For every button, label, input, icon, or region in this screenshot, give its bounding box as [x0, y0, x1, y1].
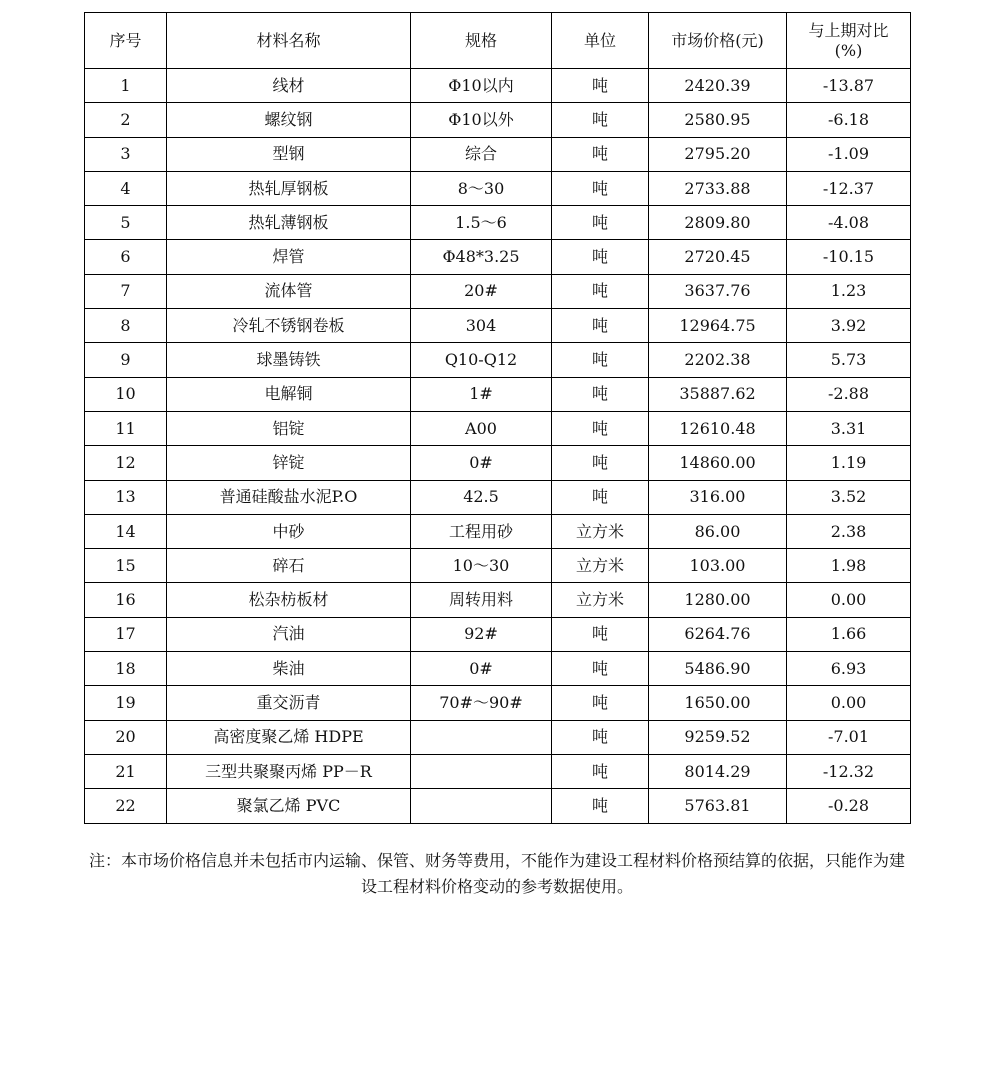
- cell-unit: 吨: [552, 720, 649, 754]
- cell-spec: 0#: [411, 446, 552, 480]
- cell-material-name: 电解铜: [167, 377, 411, 411]
- cell-unit: 立方米: [552, 549, 649, 583]
- cell-change: -7.01: [787, 720, 911, 754]
- cell-market-price: 12964.75: [649, 309, 787, 343]
- cell-spec: Φ48*3.25: [411, 240, 552, 274]
- cell-seq: 6: [85, 240, 167, 274]
- cell-seq: 2: [85, 103, 167, 137]
- cell-material-name: 螺纹钢: [167, 103, 411, 137]
- cell-spec: Φ10以外: [411, 103, 552, 137]
- cell-change: 1.23: [787, 274, 911, 308]
- cell-market-price: 2733.88: [649, 171, 787, 205]
- cell-unit: 吨: [552, 652, 649, 686]
- cell-change: 0.00: [787, 583, 911, 617]
- cell-material-name: 球墨铸铁: [167, 343, 411, 377]
- header-unit: 单位: [552, 13, 649, 69]
- table-row: [85, 686, 911, 720]
- cell-material-name: 热轧薄钢板: [167, 206, 411, 240]
- cell-market-price: 2420.39: [649, 69, 787, 103]
- table-row: [85, 69, 911, 103]
- cell-spec: Q10-Q12: [411, 343, 552, 377]
- cell-change: 0.00: [787, 686, 911, 720]
- cell-change: -1.09: [787, 137, 911, 171]
- cell-seq: 4: [85, 171, 167, 205]
- cell-spec: 92#: [411, 617, 552, 651]
- cell-seq: 16: [85, 583, 167, 617]
- cell-change: -2.88: [787, 377, 911, 411]
- header-seq: 序号: [85, 13, 167, 69]
- cell-market-price: 5486.90: [649, 652, 787, 686]
- cell-change: -0.28: [787, 789, 911, 823]
- table-row: [85, 206, 911, 240]
- cell-spec: 1.5～6: [411, 206, 552, 240]
- table-row: [85, 343, 911, 377]
- cell-material-name: 高密度聚乙烯 HDPE: [167, 720, 411, 754]
- cell-seq: 15: [85, 549, 167, 583]
- cell-unit: 吨: [552, 686, 649, 720]
- cell-seq: 13: [85, 480, 167, 514]
- cell-market-price: 5763.81: [649, 789, 787, 823]
- cell-seq: 21: [85, 754, 167, 788]
- cell-seq: 19: [85, 686, 167, 720]
- cell-change: -6.18: [787, 103, 911, 137]
- cell-change: -10.15: [787, 240, 911, 274]
- cell-market-price: 2809.80: [649, 206, 787, 240]
- cell-spec: [411, 720, 552, 754]
- table-row: [85, 789, 911, 823]
- cell-unit: 吨: [552, 754, 649, 788]
- cell-seq: 11: [85, 411, 167, 445]
- cell-spec: 8～30: [411, 171, 552, 205]
- cell-seq: 22: [85, 789, 167, 823]
- table-row: [85, 549, 911, 583]
- cell-unit: 吨: [552, 69, 649, 103]
- cell-change: 5.73: [787, 343, 911, 377]
- cell-seq: 18: [85, 652, 167, 686]
- cell-material-name: 型钢: [167, 137, 411, 171]
- cell-material-name: 三型共聚聚丙烯 PP－R: [167, 754, 411, 788]
- table-row: [85, 171, 911, 205]
- cell-unit: 吨: [552, 240, 649, 274]
- table-header-row: [85, 13, 911, 69]
- table-row: [85, 377, 911, 411]
- table-row: [85, 583, 911, 617]
- table-row: [85, 103, 911, 137]
- cell-material-name: 汽油: [167, 617, 411, 651]
- cell-unit: 立方米: [552, 583, 649, 617]
- cell-change: -12.32: [787, 754, 911, 788]
- cell-change: 2.38: [787, 514, 911, 548]
- cell-market-price: 14860.00: [649, 446, 787, 480]
- cell-seq: 1: [85, 69, 167, 103]
- cell-spec: 304: [411, 309, 552, 343]
- cell-material-name: 铝锭: [167, 411, 411, 445]
- cell-market-price: 2580.95: [649, 103, 787, 137]
- cell-change: 6.93: [787, 652, 911, 686]
- cell-market-price: 316.00: [649, 480, 787, 514]
- cell-material-name: 柴油: [167, 652, 411, 686]
- table-row: [85, 514, 911, 548]
- header-change-vs-previous: [787, 13, 911, 69]
- cell-unit: 吨: [552, 446, 649, 480]
- cell-change: -4.08: [787, 206, 911, 240]
- cell-seq: 3: [85, 137, 167, 171]
- cell-spec: 42.5: [411, 480, 552, 514]
- cell-market-price: 2795.20: [649, 137, 787, 171]
- table-row: [85, 720, 911, 754]
- cell-spec: 工程用砂: [411, 514, 552, 548]
- cell-market-price: 103.00: [649, 549, 787, 583]
- cell-unit: 吨: [552, 171, 649, 205]
- cell-market-price: 86.00: [649, 514, 787, 548]
- table-row: [85, 137, 911, 171]
- cell-unit: 吨: [552, 789, 649, 823]
- cell-spec: 周转用料: [411, 583, 552, 617]
- cell-unit: 吨: [552, 343, 649, 377]
- cell-seq: 14: [85, 514, 167, 548]
- cell-spec: 70#～90#: [411, 686, 552, 720]
- cell-material-name: 冷轧不锈钢卷板: [167, 309, 411, 343]
- cell-spec: Φ10以内: [411, 69, 552, 103]
- cell-change: 1.98: [787, 549, 911, 583]
- cell-unit: 吨: [552, 617, 649, 651]
- cell-seq: 17: [85, 617, 167, 651]
- table-row: [85, 240, 911, 274]
- cell-market-price: 9259.52: [649, 720, 787, 754]
- table-body: [85, 69, 911, 824]
- cell-change: 3.92: [787, 309, 911, 343]
- cell-spec: 10～30: [411, 549, 552, 583]
- cell-unit: 立方米: [552, 514, 649, 548]
- cell-spec: 1#: [411, 377, 552, 411]
- cell-spec: A00: [411, 411, 552, 445]
- material-price-table: [84, 12, 911, 824]
- cell-seq: 5: [85, 206, 167, 240]
- cell-material-name: 碎石: [167, 549, 411, 583]
- cell-unit: 吨: [552, 377, 649, 411]
- cell-spec: 0#: [411, 652, 552, 686]
- cell-seq: 8: [85, 309, 167, 343]
- table-row: [85, 480, 911, 514]
- cell-spec: 综合: [411, 137, 552, 171]
- header-change-unit: (%): [834, 40, 863, 60]
- cell-market-price: 2202.38: [649, 343, 787, 377]
- cell-seq: 9: [85, 343, 167, 377]
- cell-market-price: 3637.76: [649, 274, 787, 308]
- cell-material-name: 流体管: [167, 274, 411, 308]
- header-market-price: 市场价格(元): [649, 13, 787, 69]
- cell-change: 1.19: [787, 446, 911, 480]
- cell-seq: 7: [85, 274, 167, 308]
- cell-change: 3.31: [787, 411, 911, 445]
- cell-material-name: 松杂枋板材: [167, 583, 411, 617]
- cell-material-name: 普通硅酸盐水泥P.O: [167, 480, 411, 514]
- cell-spec: [411, 754, 552, 788]
- cell-seq: 20: [85, 720, 167, 754]
- cell-seq: 12: [85, 446, 167, 480]
- cell-market-price: 35887.62: [649, 377, 787, 411]
- table-row: [85, 411, 911, 445]
- cell-spec: 20#: [411, 274, 552, 308]
- cell-unit: 吨: [552, 309, 649, 343]
- table-row: [85, 652, 911, 686]
- footnote: 注：本市场价格信息并未包括市内运输、保管、财务等费用，不能作为建设工程材料价格预结算的依据，只能作为建设工程材料价格变动的参考数据使用。: [88, 851, 905, 896]
- cell-unit: 吨: [552, 411, 649, 445]
- cell-market-price: 8014.29: [649, 754, 787, 788]
- header-change-label: 与上期对比: [808, 20, 889, 40]
- cell-seq: 10: [85, 377, 167, 411]
- cell-material-name: 锌锭: [167, 446, 411, 480]
- cell-unit: 吨: [552, 137, 649, 171]
- cell-market-price: 12610.48: [649, 411, 787, 445]
- cell-material-name: 聚氯乙烯 PVC: [167, 789, 411, 823]
- table-row: [85, 309, 911, 343]
- cell-change: -13.87: [787, 69, 911, 103]
- cell-material-name: 线材: [167, 69, 411, 103]
- cell-unit: 吨: [552, 206, 649, 240]
- cell-unit: 吨: [552, 103, 649, 137]
- cell-unit: 吨: [552, 274, 649, 308]
- table-row: [85, 446, 911, 480]
- cell-spec: [411, 789, 552, 823]
- cell-market-price: 1650.00: [649, 686, 787, 720]
- table-row: [85, 754, 911, 788]
- header-spec: 规格: [411, 13, 552, 69]
- cell-market-price: 1280.00: [649, 583, 787, 617]
- table-row: [85, 274, 911, 308]
- cell-change: 1.66: [787, 617, 911, 651]
- cell-market-price: 2720.45: [649, 240, 787, 274]
- cell-material-name: 重交沥青: [167, 686, 411, 720]
- cell-material-name: 中砂: [167, 514, 411, 548]
- cell-unit: 吨: [552, 480, 649, 514]
- cell-material-name: 焊管: [167, 240, 411, 274]
- cell-change: -12.37: [787, 171, 911, 205]
- cell-market-price: 6264.76: [649, 617, 787, 651]
- header-material-name: 材料名称: [167, 13, 411, 69]
- cell-material-name: 热轧厚钢板: [167, 171, 411, 205]
- cell-change: 3.52: [787, 480, 911, 514]
- table-row: [85, 617, 911, 651]
